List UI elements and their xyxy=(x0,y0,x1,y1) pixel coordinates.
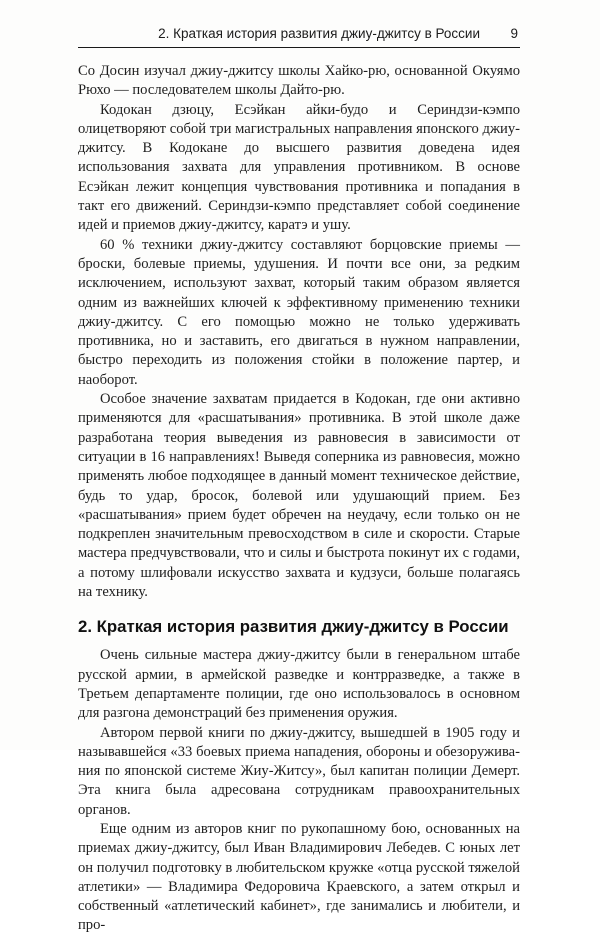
body-text xyxy=(78,62,520,936)
paragraph: 60 % техники джиу-джитсу составляют борцовские приемы — броски, болевые приемы, удушения. И почти все они, за редким исключением, используют захват, который таким образом является одним из важнейших ключей к эффективному применению техники джиу-джитсу. С его помощью можно не только удерживать противника, но и заставить, его двигаться в нужном направлении, быстро переходить из положения стойки в положение партер, и наоборот. xyxy=(78,236,520,388)
paragraph: Еще одним из авторов книг по рукопашному бою, основанных на приемах джиу-джитсу, был Иван Владимирович Лебедев. С юных лет он получил подготовку в любительском кружке «отца русской тяжелой атлетики» — Владимира Федоровича Краевского, а затем открыл и собственный «атлетический кабинет», где занимались и любители, и про- xyxy=(78,820,520,934)
running-title: 2. Краткая история развития джиу-джитсу в России xyxy=(158,26,480,41)
paragraph: Кодокан дзюцу, Есэйкан айки-будо и Сериндзи-кэмпо олицетворяют собой три магистральных направления японского джиу-джитсу. В Кодокане до высшего развития доведена идея использования захвата для управления противником. В основе Есэйкан лежит концепция чувствования противника и попадания в такт его движений. Сериндзи-кэмпо представляет собой соединение идей и приемов джиу-джитсу, каратэ и ушу. xyxy=(78,101,520,234)
paragraph: Очень сильные мастера джиу-джитсу были в генеральном штабе русской армии, в армейской разведке и контрразведке, а также в Третьем департаменте полиции, где оно использовалось в основном для разгона демонстраций без применения оружия. xyxy=(78,647,520,722)
section-heading: 2. Краткая история развития джиу-джитсу в России xyxy=(78,617,509,637)
paragraph: Со Досин изучал джиу-джитсу школы Хайко-рю, основанной Окуямо Рюхо — последователем школы Дайто-рю. xyxy=(78,63,520,99)
paragraph: Автором первой книги по джиу-джитсу, вышедшей в 1905 году и называвшейся «33 боевых приема нападения, обороны и обезоруживания по японской системе Жиу-Житсу», был капитан полиции Демерт. Эта книга была адресована сотрудникам правоохранительных органов. xyxy=(78,724,520,818)
running-header xyxy=(78,20,520,48)
page-number: 9 xyxy=(510,26,518,41)
paragraph: Особое значение захватам придается в Кодокан, где они активно применяются для «расшатывания» противника. В этой школе даже разработана теория выведения из равновесия в зависимости от ситуации в 16 направлениях! Выведя соперника из равновесия, можно применять любое подходящее в данный момент техническое действие, будь то удар, бросок, болевой или удушающий прием. Без «расшатывания» прием будет обречен на неудачу, если только он не подкреплен значительным превосходством в силе и скорости. Старые мастера предчувствовали, что и силы и быстрота покинут их с годами, а потому шлифовали искусство захвата и кудзуси, больше полагаясь на технику. xyxy=(78,391,520,601)
